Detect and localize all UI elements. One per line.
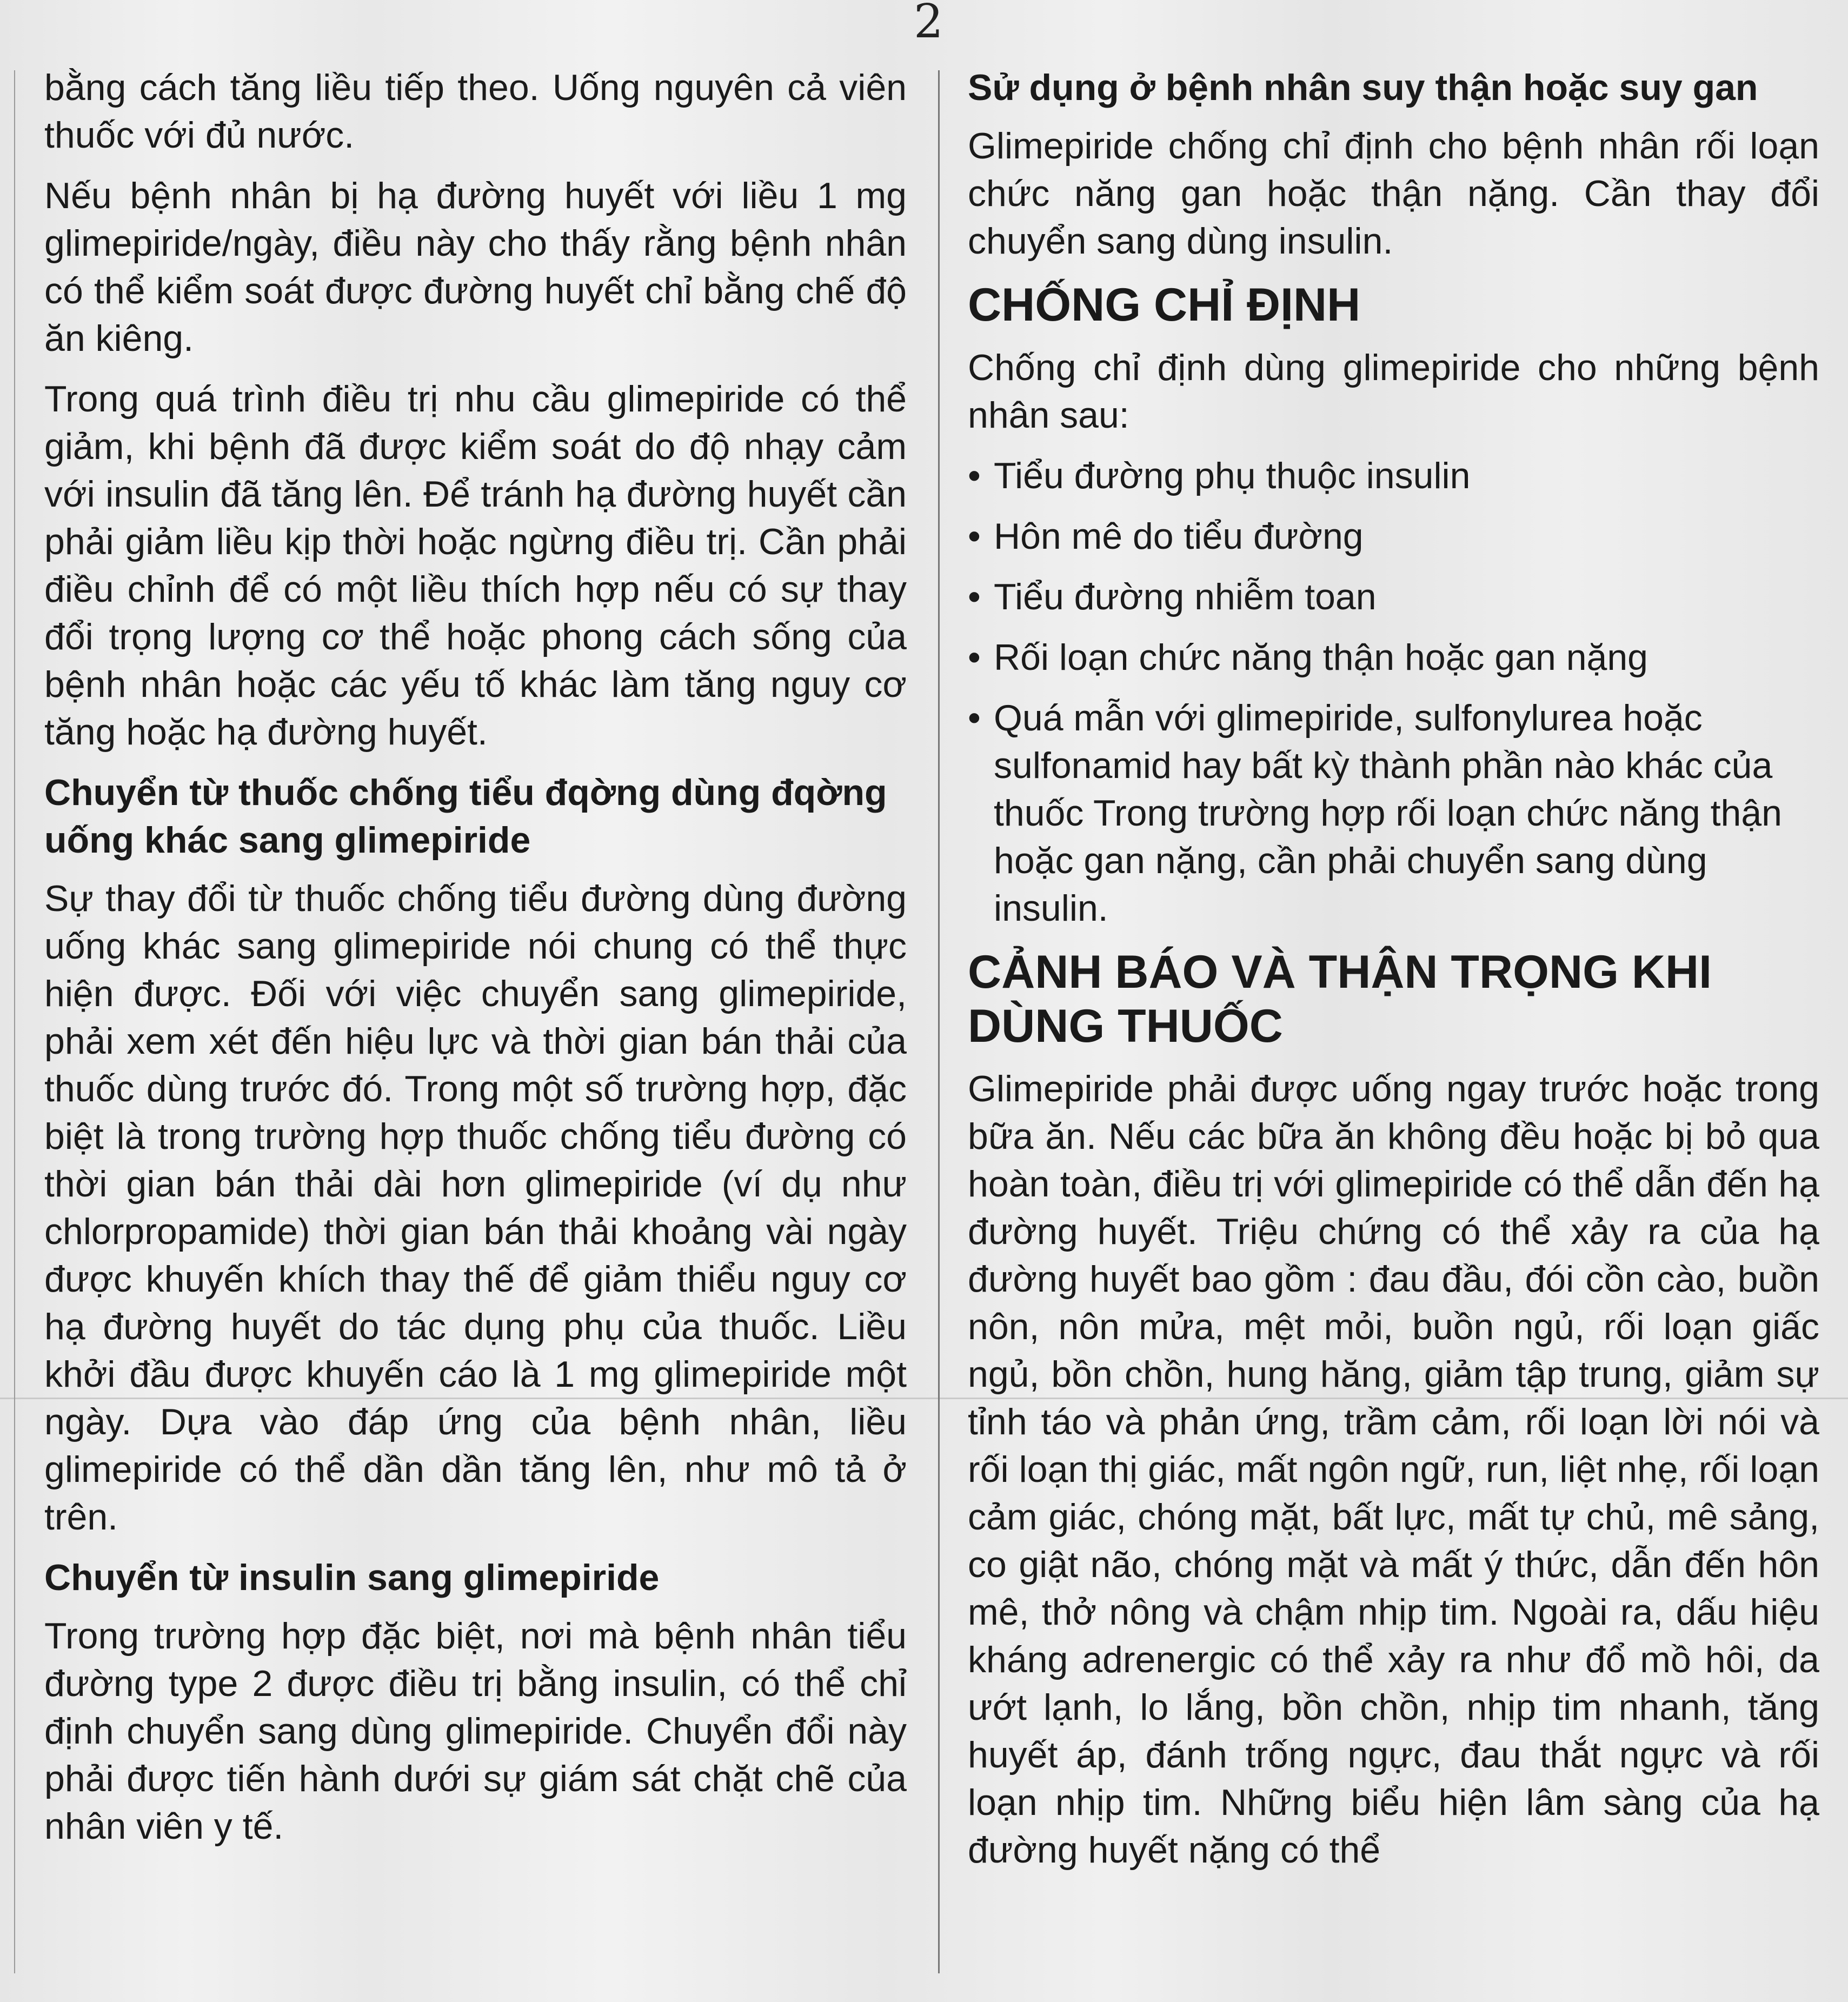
paragraph: Chống chỉ định dùng glimepiride cho những bệnh nhân sau: — [968, 347, 1819, 436]
subheading-switch-insulin: Chuyển từ insulin sang glimepiride — [44, 1557, 660, 1598]
paragraph: bằng cách tăng liều tiếp theo. Uống nguyên cả viên thuốc với đủ nước. — [44, 67, 907, 156]
list-item — [968, 513, 1819, 560]
subheading-switch-oral: Chuyển từ thuốc chống tiểu đqờng dùng đqờng uống khác sang glimepiride — [44, 772, 887, 861]
page-number: 2 — [914, 0, 943, 49]
bullet-icon: • — [968, 697, 981, 739]
paragraph: Trong trường hợp đặc biệt, nơi mà bệnh nhân tiểu đường type 2 được điều trị bằng insulin, có thể chỉ định chuyển sang dùng glimepiride. Chuyển đổi này phải được tiến hành dưới sự giám sát chặt chẽ của nhân viên y tế. — [44, 1615, 907, 1847]
bullet-icon: • — [968, 576, 981, 617]
list-item — [968, 634, 1819, 681]
paragraph: Glimepiride chống chỉ định cho bệnh nhân rối loạn chức năng gan hoặc thận nặng. Cần thay đổi chuyển sang dùng insulin. — [968, 125, 1819, 262]
list-item-text: Tiểu đường nhiễm toan — [994, 576, 1377, 617]
heading-warnings: CẢNH BÁO VÀ THẬN TRỌNG KHI DÙNG THUỐC — [968, 946, 1712, 1052]
paragraph: Trong quá trình điều trị nhu cầu glimepiride có thể giảm, khi bệnh đã được kiểm soát do độ nhạy cảm với insulin đã tăng lên. Để tránh hạ đường huyết cần phải giảm liều kịp thời hoặc ngừng điều trị. Cần phải điều chỉnh để có một liều thích hợp nếu có sự thay đổi trọng lượng cơ thể hoặc phong cách sống của bệnh nhân hoặc các yếu tố khác làm tăng nguy cơ tăng hoặc hạ đường huyết. — [44, 378, 907, 753]
list-item-text: Hôn mê do tiểu đường — [994, 516, 1364, 557]
column-divider — [938, 70, 940, 1973]
list-item — [968, 573, 1819, 621]
paragraph: Nếu bệnh nhân bị hạ đường huyết với liều 1 mg glimepiride/ngày, điều này cho thấy rằng bệnh nhân có thể kiểm soát được đường huyết chỉ bằng chế độ ăn kiêng. — [44, 175, 907, 359]
bullet-icon: • — [968, 455, 981, 496]
list-item-text: Quá mẫn với glimepiride, sulfonylurea hoặc sulfonamid hay bất kỳ thành phần nào khác của thuốc Trong trường hợp rối loạn chức năng thận hoặc gan nặng, cần phải chuyển sang dùng insulin. — [994, 697, 1782, 929]
right-column — [968, 64, 1819, 1887]
subheading-renal-hepatic: Sử dụng ở bệnh nhân suy thận hoặc suy gan — [968, 67, 1758, 108]
paragraph: Glimepiride phải được uống ngay trước hoặc trong bữa ăn. Nếu các bữa ăn không đều hoặc bị bỏ qua hoàn toàn, điều trị với glimepiride có thể dẫn đến hạ đường huyết. Triệu chứng có thể xảy ra của hạ đường huyết bao gồm : đau đầu, đói cồn cào, buồn nôn, nôn mửa, mệt mỏi, buồn ngủ, rối loạn giấc ngủ, bồn chồn, hung hăng, giảm tập trung, giảm sự tỉnh táo và phản ứng, trầm cảm, rối loạn lời nói và rối loạn thị giác, mất ngôn ngữ, run, liệt nhẹ, rối loạn cảm giác, chóng mặt, bất lực, mất tự chủ, mê sảng, co giật não, chóng mặt và mất ý thức, dẫn đến hôn mê, thở nông và chậm nhịp tim. Ngoài ra, dấu hiệu kháng adrenergic có thể xảy ra như đổ mồ hôi, da ướt lạnh, lo lắng, bồn chồn, nhịp tim nhanh, tăng huyết áp, đánh trống ngực, đau thắt ngực và rối loạn nhịp tim. Những biểu hiện lâm sàng của hạ đường huyết nặng có thể — [968, 1068, 1819, 1871]
list-item-text: Tiểu đường phụ thuộc insulin — [994, 455, 1471, 496]
left-margin-rule — [14, 70, 15, 1973]
contraindication-list — [968, 452, 1819, 932]
list-item — [968, 452, 1819, 500]
heading-contraindications: CHỐNG CHỈ ĐỊNH — [968, 279, 1361, 331]
list-item — [968, 694, 1819, 932]
left-column — [44, 64, 907, 1863]
list-item-text: Rối loạn chức năng thận hoặc gan nặng — [994, 637, 1648, 678]
bullet-icon: • — [968, 637, 981, 678]
bullet-icon: • — [968, 516, 981, 557]
paragraph: Sự thay đổi từ thuốc chống tiểu đường dùng đường uống khác sang glimepiride nói chung có thể thực hiện được. Đối với việc chuyển sang glimepiride, phải xem xét đến hiệu lực và thời gian bán thải của thuốc dùng trước đó. Trong một số trường hợp, đặc biệt là trong trường hợp thuốc chống tiểu đường có thời gian bán thải dài hơn glimepiride (ví dụ như chlorpropamide) thời gian bán thải khoảng vài ngày được khuyến khích thay thế để giảm thiểu nguy cơ hạ đường huyết do tác dụng phụ của thuốc. Liều khởi đầu được khuyến cáo là 1 mg glimepiride một ngày. Dựa vào đáp ứng của bệnh nhân, liều glimepiride có thể dần dần tăng lên, như mô tả ở trên. — [44, 878, 907, 1538]
